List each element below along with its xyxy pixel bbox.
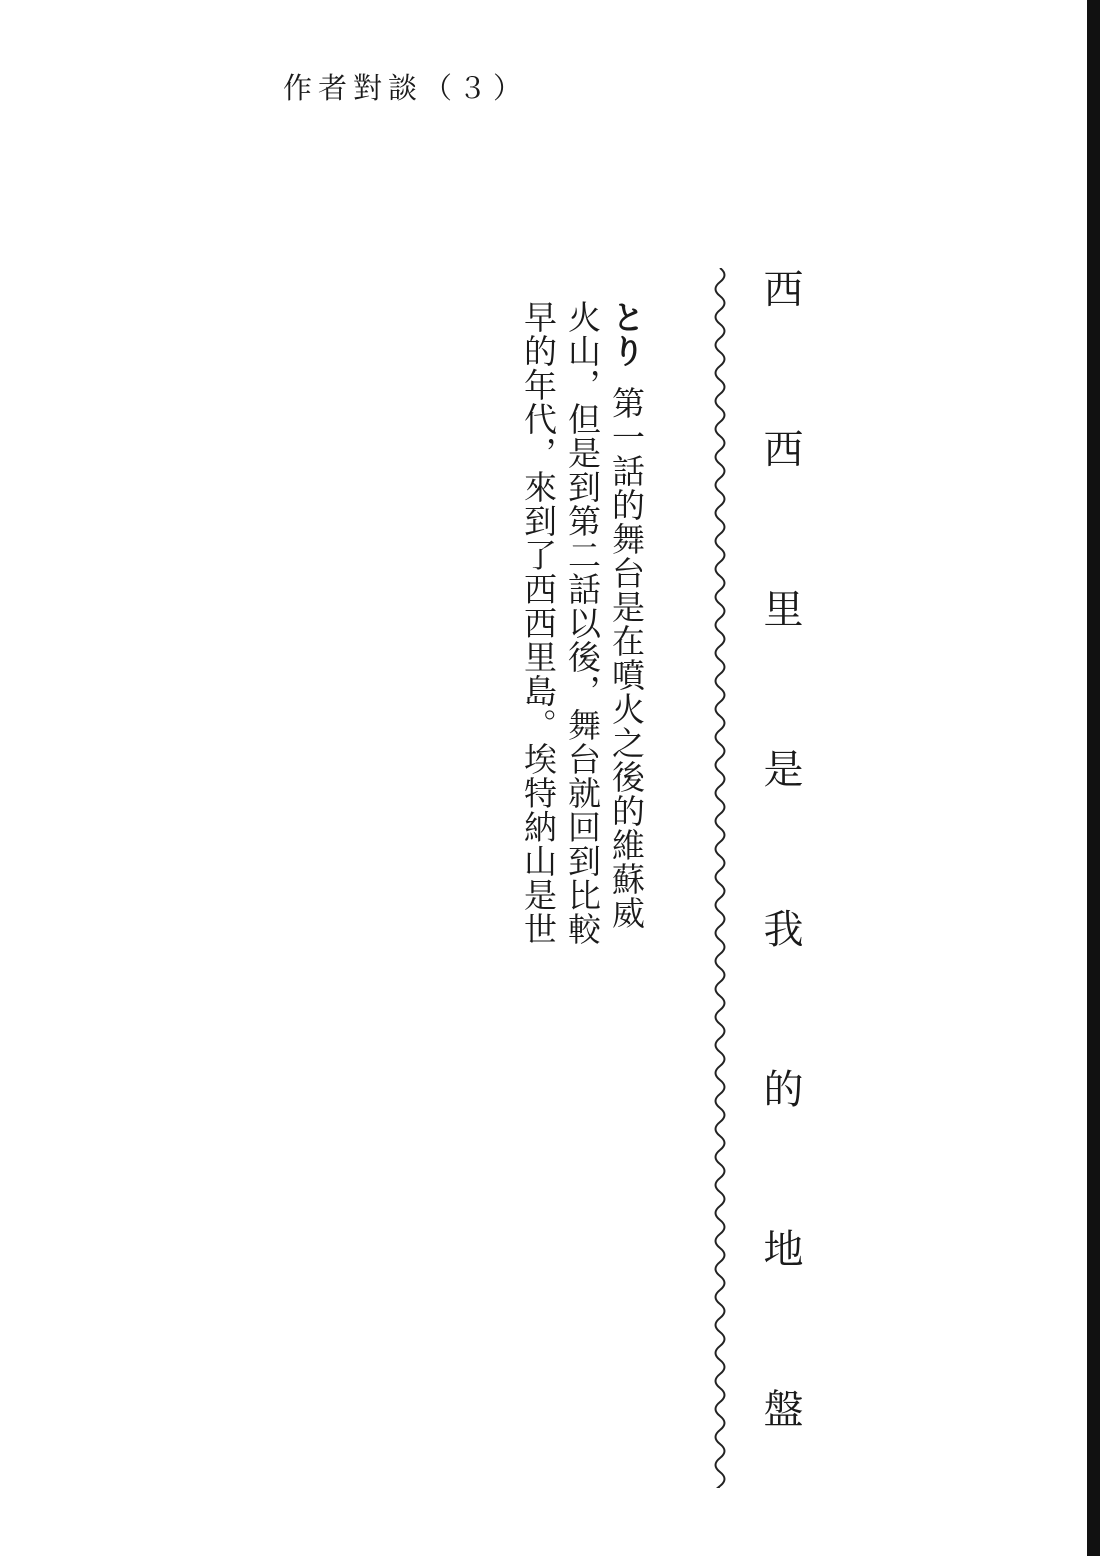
page-edge-bar xyxy=(1087,0,1100,1556)
wavy-divider xyxy=(708,268,732,1488)
text-column xyxy=(516,300,560,946)
text-column xyxy=(604,300,648,930)
speaker-tag: とり xyxy=(607,300,646,368)
text-column xyxy=(560,300,604,946)
column-text: 早的年代，來到了西西里島。埃特納山是世 xyxy=(519,300,558,946)
column-text: 第一話的舞台是在噴火之後的維蘇威 xyxy=(607,386,646,930)
section-title: 西西里是我的地盤 xyxy=(757,268,803,1548)
page-header: 作者對談（３） xyxy=(283,71,529,105)
column-text: 火山，但是到第二話以後，舞台就回到比較 xyxy=(563,300,602,946)
